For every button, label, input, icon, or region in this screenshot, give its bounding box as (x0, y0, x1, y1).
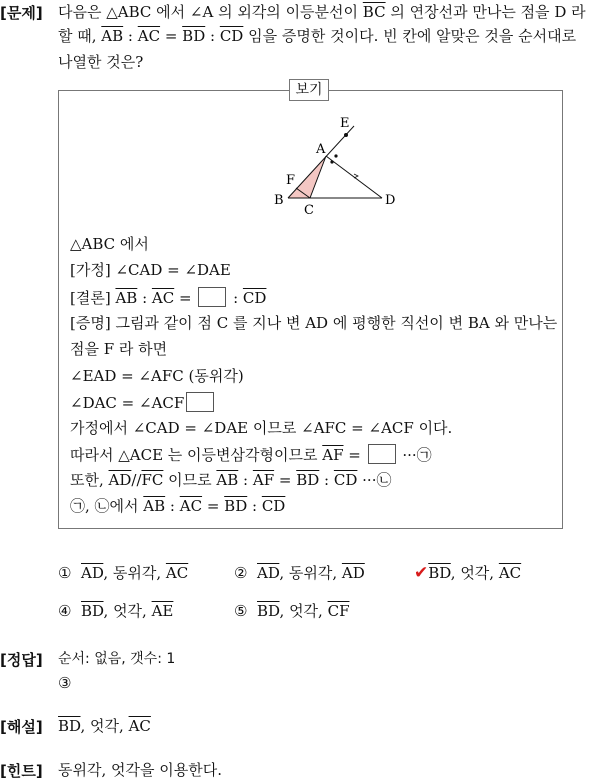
segment-bd: $\overline{BD}$ (182, 27, 206, 45)
question-text: 다음은 △ABC 에서 ∠A 의 외각의 이등분선이 (58, 3, 363, 21)
segment-bc: $\overline{BC}$ (362, 3, 386, 21)
parallel-arrow (354, 174, 358, 178)
explanation-label: [해설] (0, 718, 43, 736)
hint-label: [힌트] (0, 762, 43, 780)
triangle-figure (270, 112, 410, 222)
segment-ab: $\overline{AB}$ (143, 497, 166, 515)
choice-1[interactable]: ① $\overline{AD}$, 동위각, $\overline{AC}$ (58, 564, 189, 582)
choice-number: ① (58, 564, 72, 582)
proof-text: ∠DAC = ∠ACF (70, 394, 185, 412)
question-label: [문제] (0, 4, 43, 22)
segment-ac: $\overline{AC}$ (151, 289, 175, 307)
choice-segment: $\overline{BD}$ (257, 602, 280, 620)
choice-word: 엇각 (113, 602, 143, 620)
choice-segment: $\overline{AD}$ (341, 564, 365, 582)
choice-segment: $\overline{BD}$ (428, 564, 451, 582)
answer-number: ③ (58, 674, 72, 692)
choice-number: ⑤ (234, 602, 248, 620)
question-line-2: 할 때, $\overline{AB}$ : $\overline{AC} = \overline{BD}$ : $\overline{CD}$ 임을 증명한 것이다. 빈 칸에 알맞은 것을 순서대로 (58, 27, 577, 45)
proof-text: 또한, (70, 471, 109, 489)
choice-segment: $\overline{AD}$ (81, 564, 104, 582)
segment-ab: $\overline{AB}$ (216, 471, 239, 489)
blank-box-3[interactable] (368, 444, 396, 464)
angle-mark (334, 154, 337, 157)
question-text: 의 연장선과 만나는 점을 D 라 (385, 3, 586, 21)
proof-text: ㉠, ㉡에서 (70, 497, 144, 515)
explanation-word: , 엇각, (80, 717, 129, 735)
proof-line (70, 392, 216, 413)
proof-line: 점을 F 라 하면 (70, 340, 168, 358)
blank-box-1[interactable] (198, 287, 226, 307)
segment-ab: $\overline{AB}$ (115, 289, 138, 307)
choice-word: 엇각 (289, 602, 319, 620)
label-c: C (304, 203, 314, 218)
segment-cd: $\overline{CD}$ (242, 289, 267, 307)
proof-line: [증명] 그림과 같이 점 C 를 지나 변 AD 에 평행한 직선이 변 BA 와 만나는 (70, 314, 558, 332)
line-ad (326, 156, 382, 198)
proof-text: ···㉠ (397, 446, 432, 464)
choice-2[interactable]: ② $\overline{AD}$, 동위각, $\overline{AD}$ (234, 564, 365, 582)
segment-bd: $\overline{BD}$ (58, 717, 81, 735)
question-text: 할 때, (58, 27, 102, 45)
segment-cd: $\overline{CD}$ (219, 27, 244, 45)
choice-number: ② (234, 564, 248, 582)
answer-label: [정답] (0, 651, 43, 669)
proof-line: △ABC 에서 (70, 235, 149, 253)
angle-mark (330, 160, 333, 163)
choice-segment: $\overline{AC}$ (165, 564, 189, 582)
choice-word: 엇각 (460, 564, 490, 582)
proof-line: [가정] ∠CAD = ∠DAE (70, 261, 231, 279)
proof-text: 이므로 (163, 471, 217, 489)
segment-bd: $\overline{BD}$ (224, 497, 248, 515)
blank-box-2[interactable] (186, 392, 214, 412)
question-text: 임을 증명한 것이다. 빈 칸에 알맞은 것을 순서대로 (243, 27, 577, 45)
line-be (288, 126, 354, 198)
choice-word: 동위각 (288, 564, 333, 582)
proof-line: 따라서 △ACE 는 이등변삼각형이므로 $\overline{AF}$ = ···㉠ (70, 446, 432, 464)
proof-line: [결론] $\overline{AB}$ : $\overline{AC}$ = : $\overline{CD}$ (70, 289, 267, 307)
point-e (344, 133, 348, 137)
segment-fc: $\overline{FC}$ (141, 471, 164, 489)
choice-segment: $\overline{CF}$ (327, 602, 350, 620)
choice-segment: $\overline{AE}$ (151, 602, 174, 620)
proof-text: 따라서 △ACE 는 이등변삼각형이므로 (70, 446, 323, 464)
segment-ac: $\overline{AC}$ (179, 497, 203, 515)
choice-word: 동위각 (112, 564, 157, 582)
proof-text: ···㉡ (357, 471, 392, 489)
choice-5[interactable]: ⑤ $\overline{BD}$, 엇각, $\overline{CF}$ (234, 602, 350, 620)
proof-line: ∠EAD = ∠AFC (동위각) (70, 367, 244, 385)
segment-cd: $\overline{CD}$ (333, 471, 358, 489)
label-d: D (385, 193, 396, 208)
hint-text: 동위각, 엇각을 이용한다. (58, 761, 222, 779)
choice-number: ④ (58, 602, 72, 620)
segment-ac: $\overline{AC}$ (128, 717, 151, 735)
label-b: B (274, 193, 284, 208)
proof-line: 가정에서 ∠CAD = ∠DAE 이므로 ∠AFC = ∠ACF 이다. (70, 419, 453, 437)
segment-ac: $\overline{AC}$ (137, 27, 161, 45)
checkmark-icon: ✔ (414, 563, 429, 583)
choice-segment: $\overline{BD}$ (81, 602, 104, 620)
label-e: E (340, 116, 350, 131)
choice-segment: $\overline{AD}$ (257, 564, 280, 582)
choice-3[interactable]: $✔\overline{BD}$, 엇각, $\overline{AC}$ (414, 563, 522, 583)
choice-4[interactable]: ④ $\overline{BD}$, 엇각, $\overline{AE}$ (58, 602, 174, 620)
label-a: A (316, 142, 326, 157)
proof-line: ㉠, ㉡에서 $\overline{AB}$ : $\overline{AC} = \overline{BD}$ : $\overline{CD}$ (70, 497, 286, 515)
segment-bd: $\overline{BD}$ (296, 471, 320, 489)
choice-segment: $\overline{AC}$ (498, 564, 522, 582)
proof-text: [결론] (70, 289, 116, 307)
segment-ab: $\overline{AB}$ (101, 27, 124, 45)
segment-af: $\overline{AF}$ (252, 471, 275, 489)
segment-af: $\overline{AF}$ (322, 446, 344, 464)
answer-text: 순서: 없음, 갯수: 1 (58, 651, 176, 667)
example-box-title: 보기 (289, 79, 329, 101)
explanation-text (58, 716, 151, 736)
segment-cd: $\overline{CD}$ (261, 497, 286, 515)
question-line-3: 나열한 것은? (58, 53, 144, 71)
question-line-1 (58, 2, 586, 22)
segment-ad: $\overline{AD}$ (108, 471, 132, 489)
label-f: F (286, 173, 296, 188)
proof-line: 또한, $\overline{AD}//\overline{FC}$ 이므로 $\overline{AB}$ : $\overline{AF} = \overline{BD}$ : $\overline{CD}$ ···㉡ (70, 471, 392, 489)
